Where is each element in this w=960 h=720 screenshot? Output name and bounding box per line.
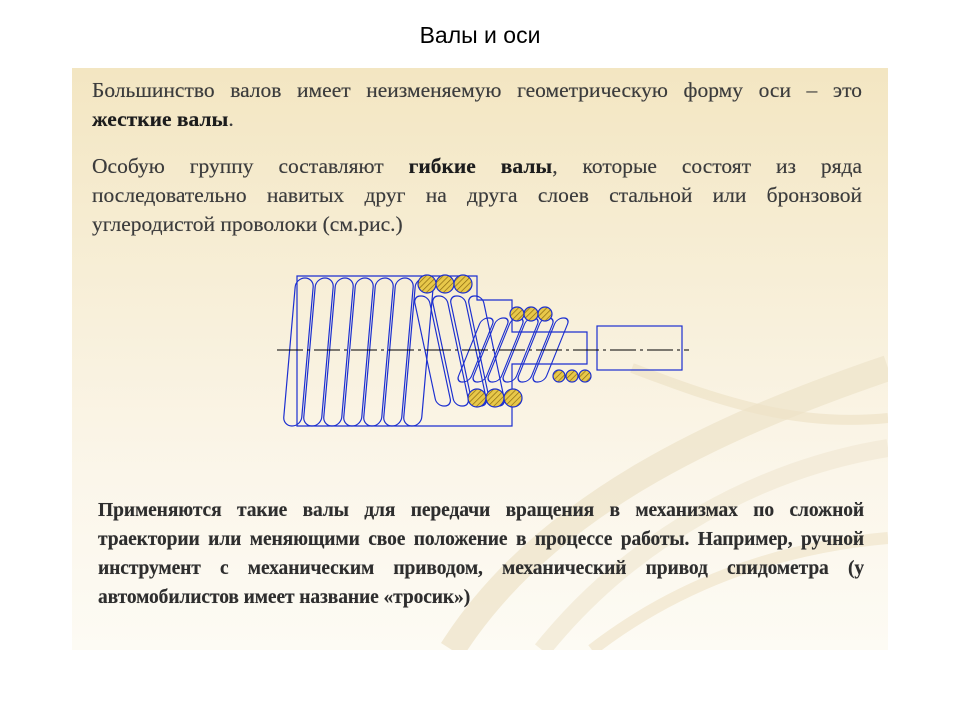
p2-text-after: , которые состоят из ряда последовательно навитых друг на друга слоев стальной или бронзовой углеродистой проволоки (см.рис.) [92,154,863,236]
content-panel [72,68,888,650]
p1-text-before: Большинство валов имеет неизменяемую геометрическую форму оси – это [92,78,862,102]
paragraph-application: Применяются такие валы для передачи вращения в механизмах по сложной траектории или меняющими свое положение в процессе работы. Например, ручной инструмент с механическим приводом, механический привод спидометра (у автомобилистов имеет название «тросик») [98,500,864,608]
p1-bold-term: жесткие валы [92,107,229,131]
p1-text-after: . [228,107,234,131]
outer-layer-coils [283,278,434,426]
p2-text-before: Особую группу составляют [92,154,409,178]
shaft-core-end [597,326,682,370]
paragraph-rigid-shafts [92,76,862,134]
flexible-shaft-figure [277,266,697,436]
p2-bold-term: гибкие валы [408,154,553,178]
wire-cross-sections [418,275,591,407]
paragraph-flexible-shafts [92,152,862,239]
slide-title: Валы и оси [419,22,541,48]
